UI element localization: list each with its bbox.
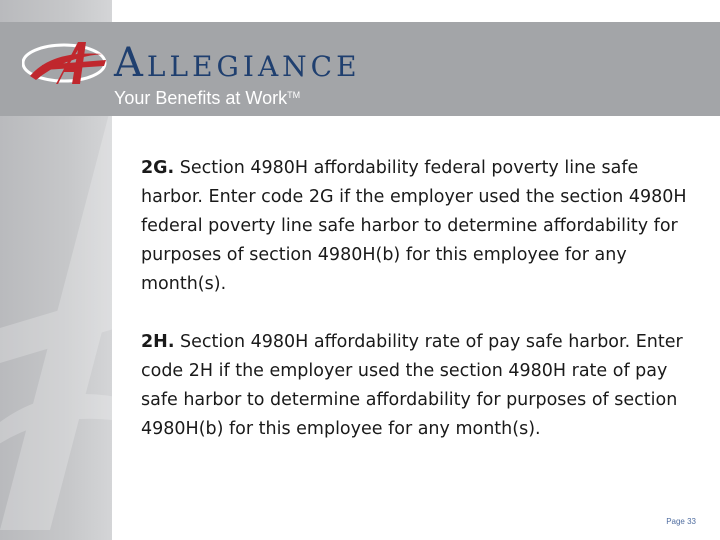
- code-label: 2H.: [141, 332, 175, 352]
- code-description: Section 4980H affordability federal poverty line safe harbor. Enter code 2G if the employer used the section 4980H federal poverty line safe harbor to determine affordability for purposes of section 4980H(b) for this employee for any month(s).: [141, 158, 687, 294]
- code-2g-paragraph: [141, 154, 691, 299]
- tagline-text: Your Benefits at Work: [114, 88, 288, 108]
- allegiance-logo-icon: [22, 38, 110, 88]
- code-description: Section 4980H affordability rate of pay safe harbor. Enter code 2H if the employer used the section 4980H rate of pay safe harbor to determine affordability for purposes of section 4980H(b) for this employee for any month(s).: [141, 332, 683, 439]
- code-2h-paragraph: [141, 328, 691, 444]
- brand-tagline: [114, 84, 300, 109]
- watermark-a-logo-icon: [0, 110, 160, 530]
- brand-name: Allegiance: [114, 40, 361, 86]
- page-number: Page 33: [666, 517, 696, 526]
- content-body: [141, 154, 691, 473]
- trademark-mark: TM: [287, 90, 301, 100]
- code-label: 2G.: [141, 158, 175, 178]
